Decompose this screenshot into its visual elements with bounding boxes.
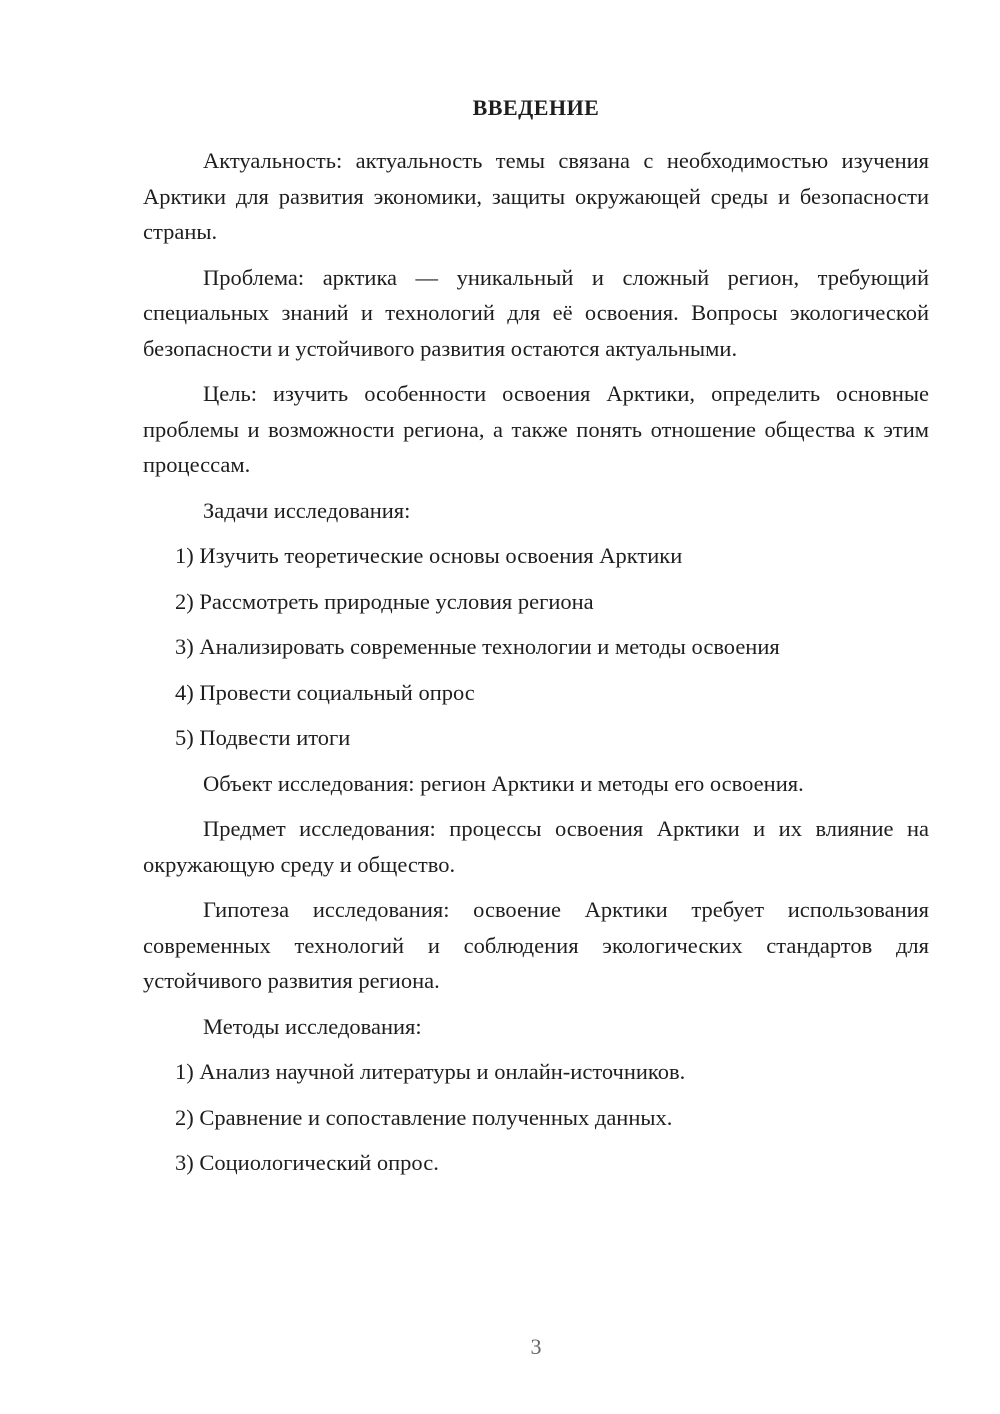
tasks-heading: Задачи исследования: <box>203 497 411 523</box>
task-item: 2) Рассмотреть природные условия региона <box>175 588 594 614</box>
goal-paragraph: Цель: изучить особенности освоения Арктики, определить основные проблемы и возможности региона, а также понять отношение общества к этим процессам. <box>143 381 929 477</box>
method-item: 1) Анализ научной литературы и онлайн-источников. <box>175 1059 686 1084</box>
page-number: 3 <box>530 1334 542 1359</box>
document-body <box>143 143 929 1191</box>
methods-list <box>143 1054 929 1181</box>
task-item: 1) Изучить теоретические основы освоения Арктики <box>175 543 683 568</box>
subject-paragraph: Предмет исследования: процессы освоения Арктики и их влияние на окружающую среду и общество. <box>143 816 929 877</box>
hypothesis-paragraph: Гипотеза исследования: освоение Арктики требует использования современных технологий и соблюдения экологических стандартов для устойчивого развития региона. <box>143 897 929 993</box>
task-item: 3) Анализировать современные технологии и методы освоения <box>175 634 780 659</box>
task-item: 4) Провести социальный опрос <box>175 679 475 705</box>
method-item: 2) Сравнение и сопоставление полученных данных. <box>175 1104 673 1130</box>
page-title: ВВЕДЕНИЕ <box>472 95 600 120</box>
tasks-list <box>143 538 929 756</box>
method-item: 3) Социологический опрос. <box>175 1150 439 1175</box>
relevance-paragraph: Актуальность: актуальность темы связана с необходимостью изучения Арктики для развития экономики, защиты окружающей среды и безопасности страны. <box>143 148 929 244</box>
object-paragraph: Объект исследования: регион Арктики и методы его освоения. <box>203 770 804 796</box>
methods-heading: Методы исследования: <box>203 1013 422 1039</box>
task-item: 5) Подвести итоги <box>175 725 351 750</box>
problem-paragraph: Проблема: арктика — уникальный и сложный регион, требующий специальных знаний и технологий для её освоения. Вопросы экологической безопасности и устойчивого развития остаются актуальными. <box>143 264 929 361</box>
